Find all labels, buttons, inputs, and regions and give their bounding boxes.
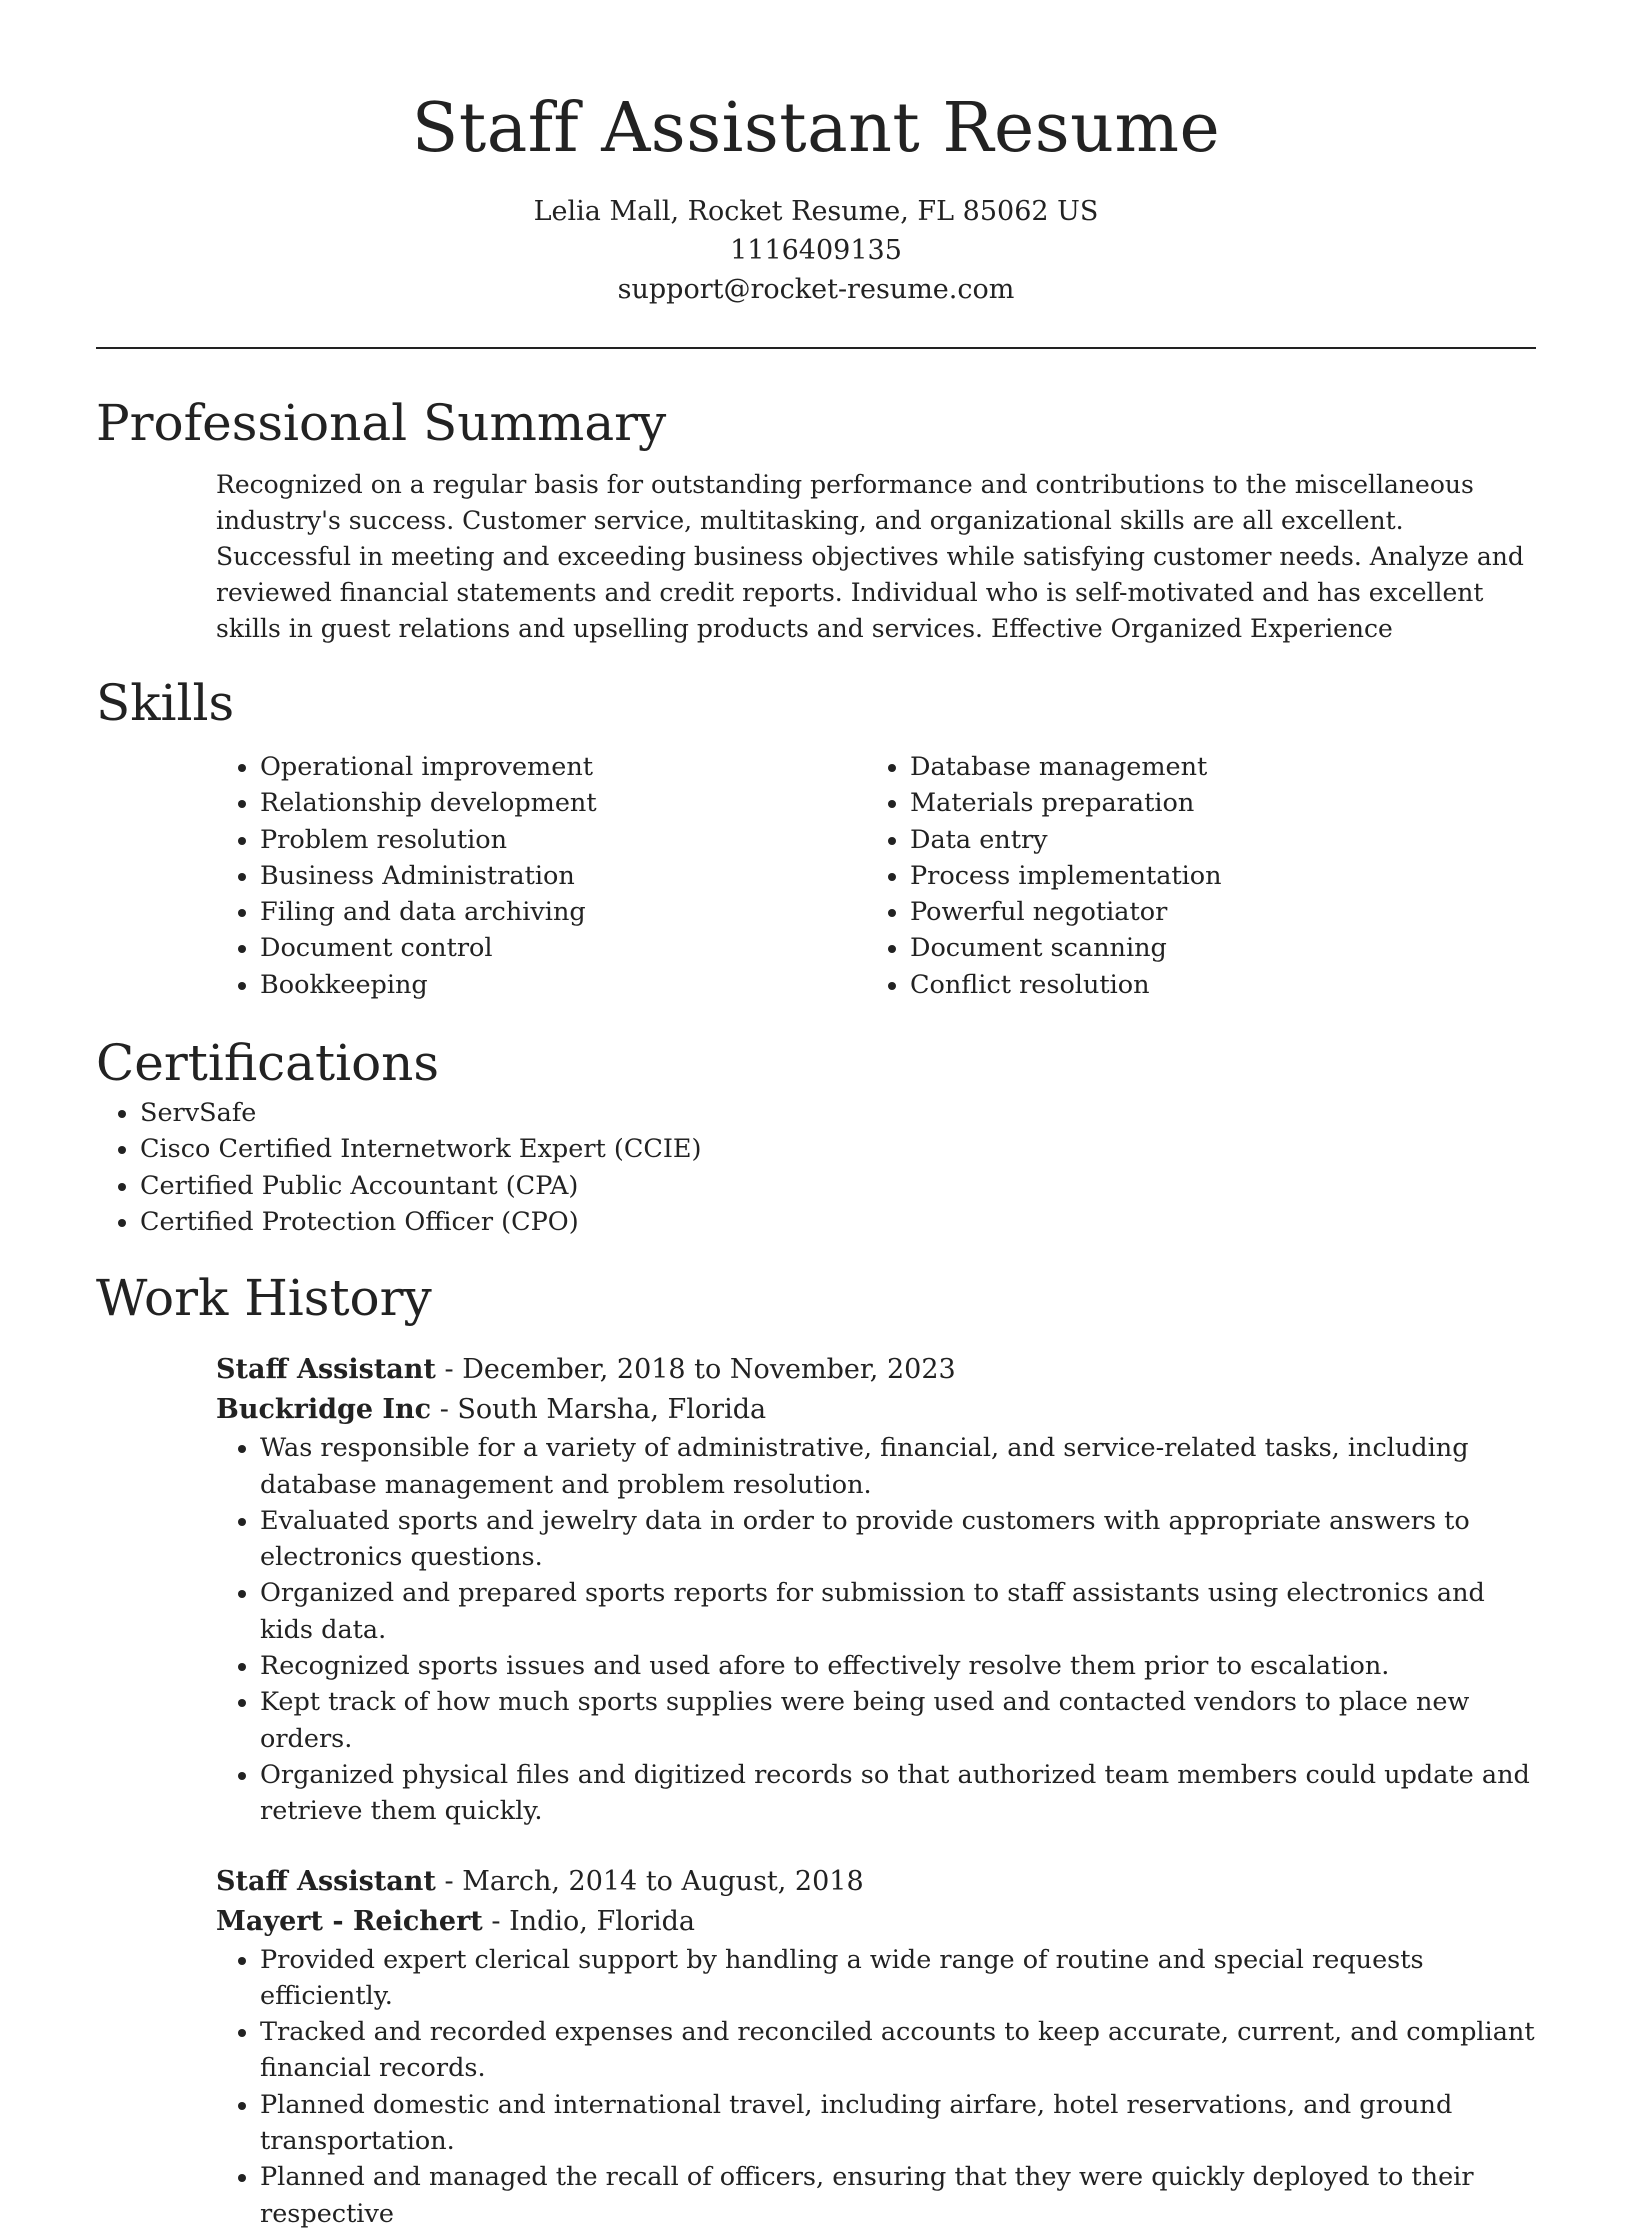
job-company: Mayert - Reichert [216,1905,483,1937]
header-divider [96,347,1536,349]
contact-email: support@rocket-resume.com [617,274,1015,305]
summary-text: Recognized on a regular basis for outstanding performance and contributions to the miscellaneous industry's success. Customer service, multitasking, and organizational skills are all excellent. Successful in meeting and exceeding business objectives while satisfying customer needs. Analyze and reviewed financial statements and credit reports. Individual who is self-motivated and has excellent skills in guest relations and upselling products and services. Effective Organized Experience [216,470,1524,643]
skills-columns [216,749,1536,1003]
job-company-line [216,1902,1536,1942]
certifications-heading: Certifications [96,1034,440,1093]
skill-item: • Filing and data archiving [260,894,866,930]
skill-item: • Data entry [910,822,1516,858]
resume-page [96,0,1536,2232]
job-duty: • Tracked and recorded expenses and reconciled accounts to keep accurate, current, and compliant financial records. [260,2014,1536,2087]
skill-item: • Document scanning [910,930,1516,966]
job-duty: • Was responsible for a variety of administrative, financial, and service-related tasks, including database management and problem resolution. [260,1430,1536,1503]
contact-address: Lelia Mall, Rocket Resume, FL 85062 US [533,196,1099,227]
job-entry [216,1862,1536,2232]
skills-column-right [866,749,1516,1003]
summary-heading: Professional Summary [96,394,667,452]
job-location: - Indio, Florida [482,1905,696,1937]
job-duties-list [216,1942,1536,2232]
skill-item: • Operational improvement [260,749,866,785]
skill-item: • Business Administration [260,858,866,894]
certification-item: • ServSafe [140,1095,1536,1131]
job-duty: • Provided expert clerical support by handling a wide range of routine and special requests efficiently. [260,1942,1536,2015]
skill-item: • Bookkeeping [260,967,866,1003]
certification-item: • Cisco Certified Internetwork Expert (CCIE) [140,1131,1536,1167]
skills-list-left [216,749,866,1003]
contact-phone: 1116409135 [730,235,902,266]
job-company: Buckridge Inc [216,1394,432,1426]
job-duty: • Evaluated sports and jewelry data in order to provide customers with appropriate answers to electronics questions. [260,1503,1536,1576]
job-duty: • Recognized sports issues and used afore to effectively resolve them prior to escalation. [260,1648,1536,1684]
job-company-line [216,1390,1536,1430]
certification-item: • Certified Protection Officer (CPO) [140,1204,1536,1240]
skill-item: • Relationship development [260,785,866,821]
job-title: Staff Assistant [216,1354,436,1386]
skill-item: • Problem resolution [260,822,866,858]
job-duty: • Planned domestic and international travel, including airfare, hotel reservations, and ground transportation. [260,2087,1536,2160]
resume-title: Staff Assistant Resume [411,89,1221,168]
skills-list-right [866,749,1516,1003]
job-entry [216,1350,1536,1829]
job-title-line [216,1862,1536,1902]
job-duty: • Organized and prepared sports reports for submission to staff assistants using electronics and kids data. [260,1575,1536,1648]
job-dates: - December, 2018 to November, 2023 [435,1354,956,1386]
skill-item: • Conflict resolution [910,967,1516,1003]
job-duties-list [216,1430,1536,1829]
skill-item: • Database management [910,749,1516,785]
certifications-list [96,1095,1536,1240]
job-duty: • Planned and managed the recall of officers, ensuring that they were quickly deployed to their respective [260,2159,1536,2232]
skill-item: • Document control [260,930,866,966]
job-duty: • Kept track of how much sports supplies were being used and contacted vendors to place new orders. [260,1684,1536,1757]
job-dates: - March, 2014 to August, 2018 [435,1865,864,1897]
skill-item: • Process implementation [910,858,1516,894]
job-duty: • Organized physical files and digitized records so that authorized team members could update and retrieve them quickly. [260,1757,1536,1830]
job-title-line [216,1350,1536,1390]
contact-block [96,192,1536,309]
certification-item: • Certified Public Accountant (CPA) [140,1168,1536,1204]
skill-item: • Powerful negotiator [910,894,1516,930]
skills-column-left [216,749,866,1003]
skills-heading: Skills [96,674,235,732]
job-location: - South Marsha, Florida [431,1394,767,1426]
skill-item: • Materials preparation [910,785,1516,821]
job-title: Staff Assistant [216,1865,436,1897]
work-history-heading: Work History [96,1269,432,1328]
